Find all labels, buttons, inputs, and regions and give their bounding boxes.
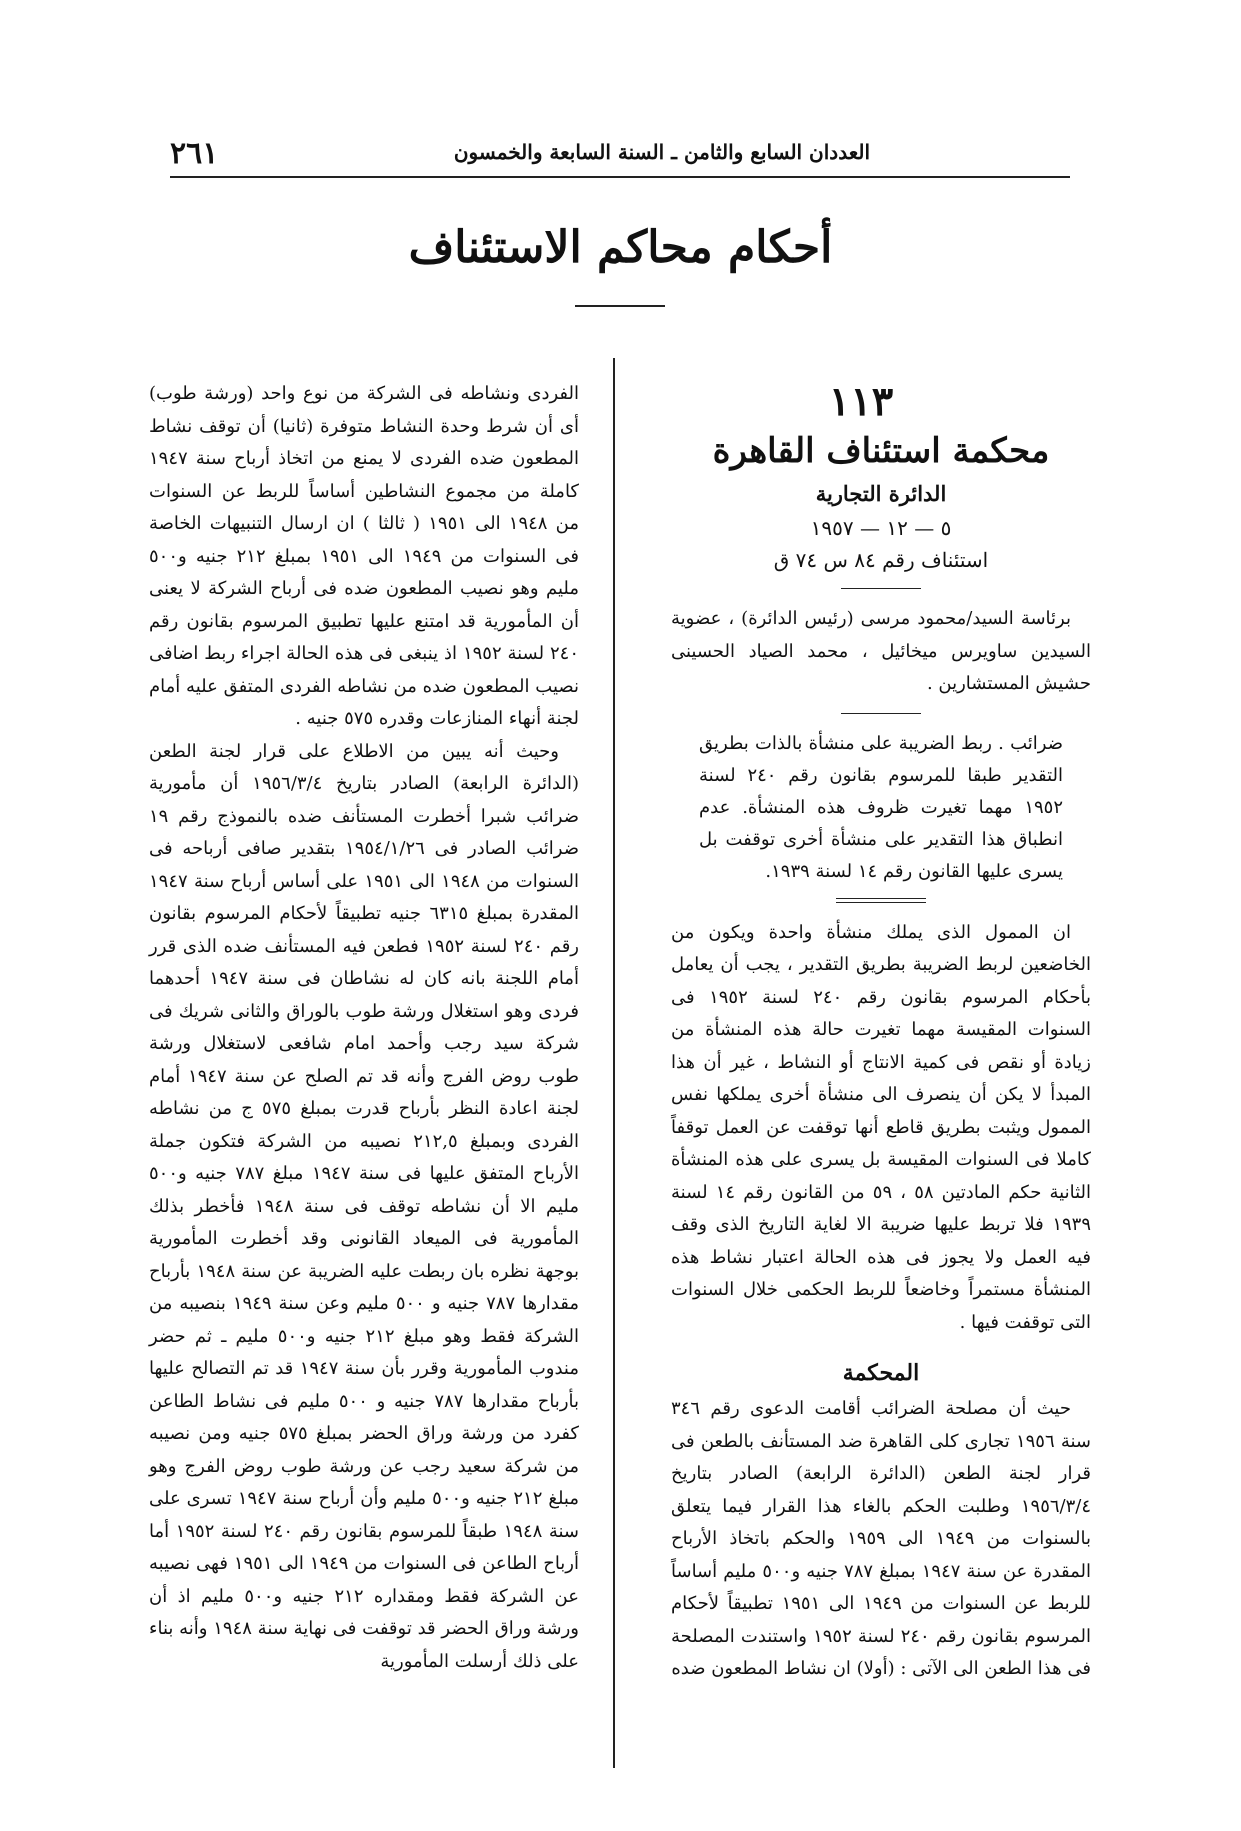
court-name: محكمة استئناف القاهرة <box>712 431 1050 471</box>
right-column <box>671 378 1091 1686</box>
running-header <box>170 136 1070 178</box>
double-separator-rule <box>836 898 926 903</box>
circuit-name: الدائرة التجارية <box>815 481 947 506</box>
appeal-number: استئناف رقم ٨٤ س ٧٤ ق <box>773 548 989 572</box>
presidency-paragraph: برئاسة السيد/محمود مرسى (رئيس الدائرة) ، عضوية السيدين ساويرس ميخائيل ، محمد الصياد الحسينى حشيش المستشارين . <box>671 608 1091 694</box>
header-text: العددان السابع والثامن ـ السنة السابعة والخمسون <box>453 140 870 164</box>
continuation-paragraph: الفردى ونشاطه فى الشركة من نوع واحد (ورشة طوب) أى أن شرط وحدة النشاط متوفرة (ثانيا) أن توقف نشاط المطعون ضده الفردى لا يمنع من اتخاذ أرباح سنة ١٩٤٧ كاملة من مجموع النشاطين أساساً للربط عن السنوات من ١٩٤٨ الى ١٩٥١ ( ثالثا ) ان ارسال التنبيهات الخاصة فى السنوات من ١٩٤٩ الى ١٩٥١ بمبلغ ٢١٢ جنيه و٥٠٠ مليم وهو نصيب المطعون ضده فى أرباح الشركة لا يعنى أن المأمورية قد امتنع عليها تطبيق المرسوم بقانون رقم ٢٤٠ لسنة ١٩٥٢ اذ ينبغى فى هذه الحالة اجراء ربط اضافى نصيب المطعون ضده من نشاطه الفردى المتفق عليه أمام لجنة أنهاء المنازعات وقدره ٥٧٥ جنيه . <box>149 383 579 729</box>
principle-paragraph: ان الممول الذى يملك منشأة واحدة ويكون من الخاضعين لربط الضريبة بطريق التقدير ، يجب أن يعامل بأحكام المرسوم بقانون رقم ٢٤٠ لسنة ١٩٥٢ فى السنوات المقيسة مهما تغيرت حالة هذه المنشأة من زيادة أو نقص فى كمية الانتاج أو النشاط ، غير أن هذا المبدأ لا يكن أن ينصرف الى منشأة أخرى يملكها نفس الممول ويثبت بطريق قاطع أنها توقفت عن العمل توقفاً كاملا فى السنوات المقيسة بل يسرى على هذه المنشأة الثانية حكم المادتين ٥٨ ، ٥٩ من القانون رقم ١٤ لسنة ١٩٣٩ فلا تربط عليها ضريبة الا لغاية التاريخ الذى وقف فيه العمل ولا يجوز فى هذه الحالة اعتبار نشاط هذه المنشأة مستمراً وخاضعاً للربط الحكمى خلال السنوات التى توقفت فيها . <box>671 921 1091 1333</box>
reasoning-heading: المحكمة <box>842 1360 920 1386</box>
headnote-text: ضرائب . ربط الضريبة على منشأة بالذات بطريق التقدير طبقا للمرسوم بقانون رقم ٢٤٠ لسنة ١٩٥٢ مهما تغيرت ظروف هذه المنشأة. عدم انطباق هذا التقدير على منشأة أخرى توقفت بل يسرى عليها القانون رقم ١٤ لسنة ١٩٣٩. <box>699 732 1063 882</box>
separator-rule <box>841 588 921 589</box>
title-rule <box>575 305 665 307</box>
column-divider <box>613 358 615 1768</box>
section-title: أحكام محاكم الاستئناف <box>408 222 833 273</box>
left-column <box>149 378 579 1678</box>
reasoning-paragraph: حيث أن مصلحة الضرائب أقامت الدعوى رقم ٣٤٦ سنة ١٩٥٦ تجارى كلى القاهرة ضد المستأنف بالطعن فى قرار لجنة الطعن (الدائرة الرابعة) الصادر بتاريخ ١٩٥٦/٣/٤ وطلبت الحكم بالغاء هذا القرار فيما يتعلق بالسنوات من ١٩٤٩ الى ١٩٥٩ والحكم باتخاذ الأرباح المقدرة عن سنة ١٩٤٧ بمبلغ ٧٨٧ جنيه و٥٠٠ مليم أساساً للربط عن السنوات من ١٩٤٩ الى ١٩٥١ تطبيقاً لأحكام المرسوم بقانون رقم ٢٤٠ لسنة ١٩٥٢ واستندت المصلحة فى هذا الطعن الى الآتى : (أولا) ان نشاط المطعون ضده <box>671 1398 1092 1679</box>
headnote-summary <box>671 728 1091 888</box>
case-number: ١١٣ <box>828 378 894 425</box>
committee-decision-paragraph: وحيث أنه يبين من الاطلاع على قرار لجنة الطعن (الدائرة الرابعة) الصادر بتاريخ ١٩٥٦/٣/٤ أن مأمورية ضرائب شبرا أخطرت المستأنف ضده بالنموذج رقم ١٩ ضرائب الصادر فى ١٩٥٤/١/٢٦ بتقدير صافى أرباحه فى السنوات من ١٩٤٨ الى ١٩٥١ على أساس أرباح سنة ١٩٤٧ المقدرة بمبلغ ٦٣١٥ جنيه تطبيقاً لأحكام المرسوم بقانون رقم ٢٤٠ لسنة ١٩٥٢ فطعن فيه المستأنف ضده الذى قرر أمام اللجنة بانه كان له نشاطان فى سنة ١٩٤٧ أحدهما فردى وهو استغلال ورشة طوب بالوراق والثانى شريك فى شركة سيد رجب وأحمد امام شافعى لاستغلال ورشة طوب روض الفرج وأنه قد تم الصلح عن سنة ١٩٤٧ أمام لجنة اعادة النظر بأرباح قدرت بمبلغ ٥٧٥ ج من نشاطه الفردى وبمبلغ ٢١٢,٥ نصيبه من الشركة فتكون جملة الأرباح المتفق عليها فى سنة ١٩٤٧ مبلغ ٧٨٧ جنيه و٥٠٠ مليم الا أن نشاطه توقف فى سنة ١٩٤٨ فأخطر بذلك المأمورية فى الميعاد القانونى وقد أخطرت المأمورية بوجهة نظره بان ربطت عليه الضريبة عن سنة ١٩٤٨ بأرباح مقدارها ٧٨٧ جنيه و ٥٠٠ مليم وعن سنة ١٩٤٩ بنصيبه من الشركة فقط وهو مبلغ ٢١٢ جنيه و٥٠٠ مليم ـ ثم حضر مندوب المأمورية وقرر بأن سنة ١٩٤٧ قد تم التصالح عليها بأرباح مقدارها ٧٨٧ جنيه و ٥٠٠ مليم فى نشاط الطاعن كفرد من ورشة وراق الحضر بمبلغ ٥٧٥ جنيه ومن نصيبه من شركة سعيد رجب عن ورشة طوب روض الفرج وهو مبلغ ٢١٢ جنيه و٥٠٠ مليم وأن أرباح سنة ١٩٤٧ تسرى على سنة ١٩٤٨ طبقاً للمرسوم بقانون رقم ٢٤٠ لسنة ١٩٥٢ أما أرباح الطاعن فى السنوات من ١٩٤٩ الى ١٩٥١ فهى نصيبه عن الشركة فقط ومقداره ٢١٢ جنيه و٥٠٠ مليم اذ أن ورشة وراق الحضر قد توقفت فى نهاية سنة ١٩٤٨ وأنه بناء على ذلك أرسلت المأمورية <box>149 740 580 1672</box>
case-date: ٥ — ١٢ — ١٩٥٧ <box>810 516 952 540</box>
page-number: ٢٦١ <box>170 136 219 171</box>
separator-rule <box>841 713 921 714</box>
